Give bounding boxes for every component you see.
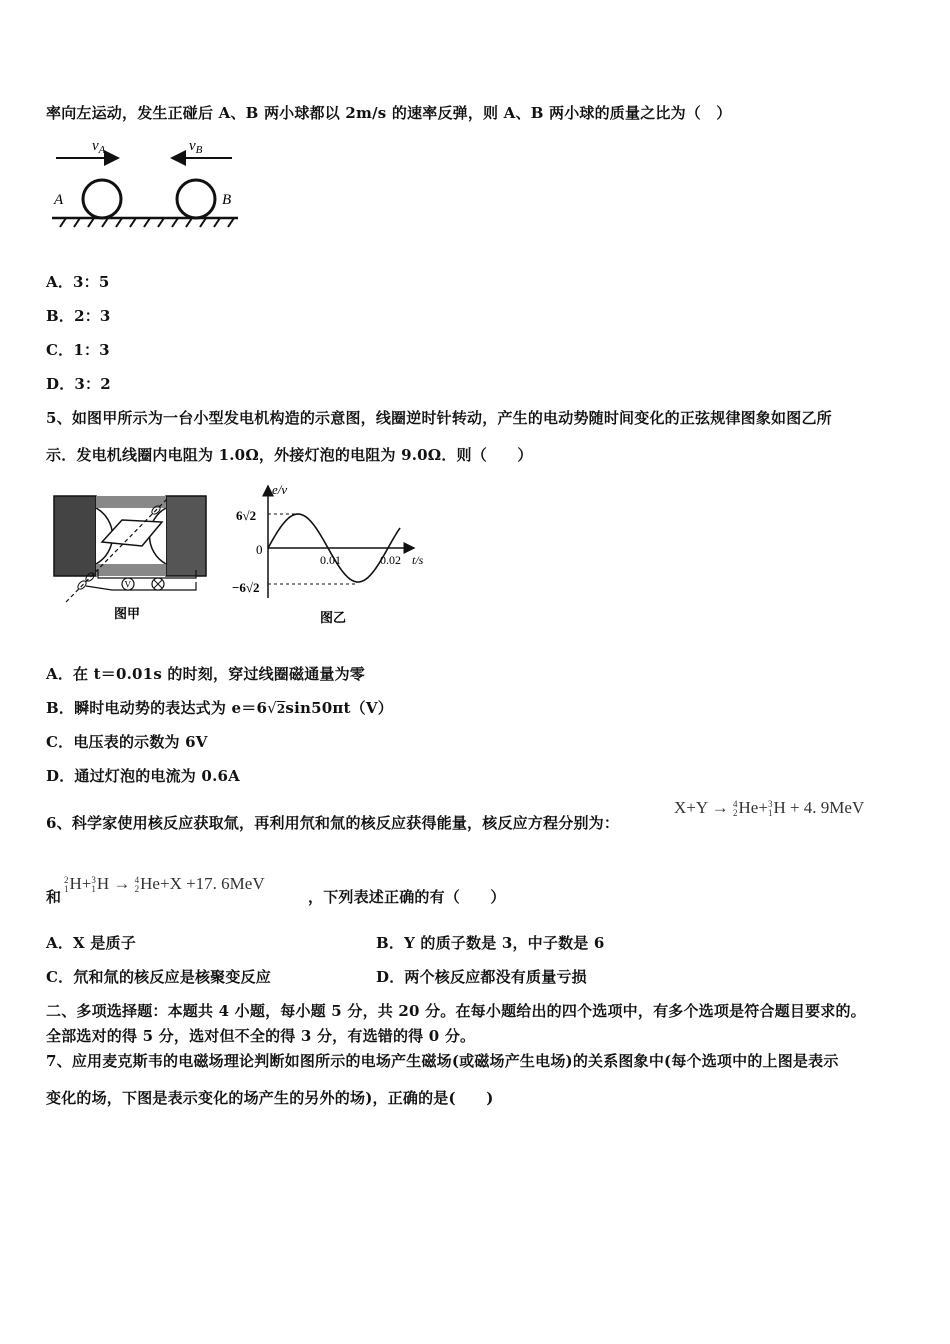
generator-figure (52, 490, 212, 626)
q6-option-a: A．X 是质子 (46, 934, 136, 952)
q4-option-d: D．3：2 (46, 375, 111, 393)
q5-option-a: A．在 t＝0.01s 的时刻，穿过线圈磁通量为零 (46, 665, 365, 683)
q7-stem-line2: 变化的场，下图是表示变化的场产生的另外的场)，正确的是( ) (46, 1089, 494, 1107)
q5-stem-line1: 5、如图甲所示为一台小型发电机构造的示意图，线圈逆时针转动，产生的电动势随时间变化的正弦规律图象如图乙所 (46, 409, 832, 427)
ytick-top: 6√2 (236, 508, 257, 523)
origin-label: 0 (256, 542, 263, 557)
magnet-n-pole (54, 496, 96, 576)
magnet-s-pole (166, 496, 206, 576)
ground-hatch (60, 218, 234, 227)
y-axis-label: e/v (272, 482, 288, 497)
q6-option-c: C．氘和氚的核反应是核聚变反应 (46, 968, 271, 986)
q5-option-b-pre: B．瞬时电动势的表达式为 e＝6 (46, 699, 268, 717)
label-va: v (92, 138, 99, 154)
q5-option-b-rad: 2 (276, 702, 286, 716)
section2-heading-line1: 二、多项选择题：本题共 4 小题，每小题 5 分，共 20 分。在每小题给出的四个选项中，有多个选项是符合题目要求的。 (46, 1002, 866, 1020)
q6-tail: ，下列表述正确的有（ ） (308, 888, 506, 906)
q6-stem: 6、科学家使用核反应获取氚，再利用氘和氚的核反应获得能量，核反应方程分别为： (46, 814, 620, 832)
ball-b-label: B (222, 192, 232, 208)
q4-option-a: A．3：5 (46, 273, 110, 291)
x-axis-label: t/s (412, 553, 424, 567)
q6-option-b: B．Y 的质子数是 3，中子数是 6 (376, 934, 605, 952)
ball-a (83, 180, 121, 218)
svg-text:vA (92, 138, 106, 156)
svg-text:V: V (124, 579, 131, 590)
fig-left-caption: 图甲 (114, 606, 141, 621)
ball-a-label: A (54, 192, 64, 208)
q5-option-b-post: sin50πt（V） (285, 699, 393, 717)
q6-equation-1: X+Y → 4 2 He+ 3 1 H + 4. 9MeV (674, 798, 865, 819)
fig-right-caption: 图乙 (320, 610, 347, 625)
q4-option-b: B．2：3 (46, 307, 111, 325)
sqrt-icon: √ (267, 699, 277, 717)
label-vb-sub: B (195, 144, 203, 156)
ytick-bottom: −6√2 (232, 580, 260, 595)
xtick-002: 0.02 (380, 553, 401, 567)
label-va-sub: A (98, 144, 106, 156)
section2-heading-line2: 全部选对的得 5 分，选对但不全的得 3 分，有选错的得 0 分。 (46, 1027, 476, 1045)
q4-stem: 率向左运动，发生正碰后 A、B 两小球都以 2m/s 的速率反弹，则 A、B 两小球的质量之比为（ ） (46, 104, 732, 122)
ball-b (177, 180, 215, 218)
collision-figure (46, 132, 246, 232)
q5-option-c: C．电压表的示数为 6V (46, 733, 208, 751)
label-vb: v (189, 138, 196, 154)
q5-option-b (46, 697, 393, 718)
q5-option-d: D．通过灯泡的电流为 0.6A (46, 767, 240, 785)
q7-stem-line1: 7、应用麦克斯韦的电磁场理论判断如图所示的电场产生磁场(或磁场产生电场)的关系图象中(每个选项中的上图是表示 (46, 1052, 839, 1070)
q5-stem-line2: 示．发电机线圈内电阻为 1.0Ω，外接灯泡的电阻为 9.0Ω．则（ ） (46, 446, 533, 464)
emf-sine-graph (232, 480, 432, 628)
q4-option-c: C．1：3 (46, 341, 110, 359)
q6-and: 和 (46, 888, 62, 906)
q6-option-d: D．两个核反应都没有质量亏损 (376, 968, 587, 986)
svg-text:vB (189, 138, 203, 156)
q6-equation-2: 2 1 H+ 3 1 H → 4 2 He+X +17. 6MeV (64, 874, 265, 895)
xtick-001: 0.01 (320, 553, 341, 567)
